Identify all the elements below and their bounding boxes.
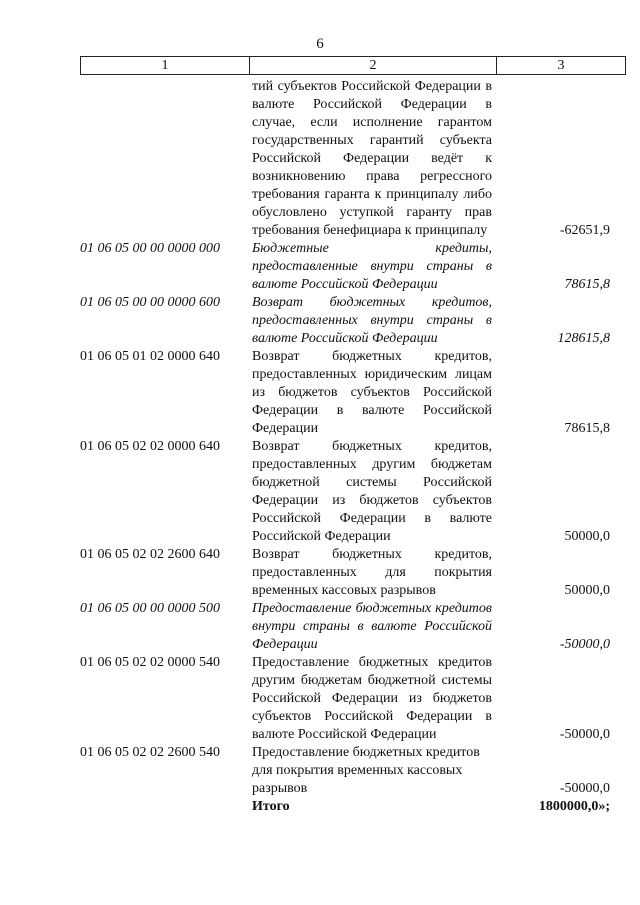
row-code: 01 06 05 02 02 2600 540 [80,745,220,760]
table-row [80,78,626,240]
row-code: 01 06 05 00 00 0000 500 [80,601,220,616]
column-header-2: 2 [249,56,497,75]
total-row [80,798,626,816]
row-description: тий субъектов Российской Федерации в валюте Российской Федерации в случае, если исполнение гарантом государственных гарантий субъекта Российской Федерации ведёт к возникновению права регрессного требования гаранта к принципалу либо обусловлено уступкой гаранту прав требования бенефициара к принципалу [252,79,492,238]
row-amount: -50000,0 [559,637,610,652]
row-description: Возврат бюджетных кредитов, предоставленных другим бюджетам бюджетной системы Российской Федерации из бюджетов субъектов Российской Федерации в валюте Российской Федерации [252,439,492,544]
row-description: Предоставление бюджетных кредитов внутри страны в валюте Российской Федерации [252,601,492,652]
row-description: Возврат бюджетных кредитов, предоставленных юридическим лицам из бюджетов субъектов Российской Федерации в валюте Российской Федерации [252,349,492,436]
row-code: 01 06 05 00 00 0000 000 [80,241,220,256]
column-header-1: 1 [80,56,250,75]
row-amount: -62651,9 [559,223,610,238]
row-description: Возврат бюджетных кредитов, предоставленных для покрытия временных кассовых разрывов [252,547,492,598]
row-description: Возврат бюджетных кредитов, предоставленных внутри страны в валюте Российской Федерации [252,295,492,346]
column-header-3: 3 [496,56,626,75]
row-amount: 128615,8 [557,331,610,346]
row-amount: 78615,8 [564,277,610,292]
table-row [80,654,626,744]
row-description: Бюджетные кредиты, предоставленные внутри страны в валюте Российской Федерации [252,241,492,292]
table-row [80,600,626,654]
row-amount: -50000,0 [559,781,610,796]
row-code: 01 06 05 02 02 0000 540 [80,655,220,670]
row-amount: 50000,0 [564,583,610,598]
row-code: 01 06 05 00 00 0000 600 [80,295,220,310]
table-row [80,744,626,798]
table-row [80,438,626,546]
table-row [80,546,626,600]
row-code: 01 06 05 02 02 2600 640 [80,547,220,562]
row-amount: 50000,0 [564,529,610,544]
row-amount: -50000,0 [559,727,610,742]
row-description: Предоставление бюджетных кредитов другим бюджетам бюджетной системы Российской Федерации из бюджетов субъектов Российской Федерации в валюте Российской Федерации [252,655,492,742]
row-code: 01 06 05 01 02 0000 640 [80,349,220,364]
table-row [80,240,626,294]
row-code: 01 06 05 02 02 0000 640 [80,439,220,454]
total-label: Итого [252,799,290,814]
page-number: 6 [316,36,324,52]
column-header-row [80,56,626,75]
row-amount: 78615,8 [564,421,610,436]
table-row [80,294,626,348]
row-description: Предоставление бюджетных кредитов для покрытия временных кассовых разрывов [252,745,480,796]
table-row [80,348,626,438]
budget-table [80,78,626,816]
total-amount: 1800000,0»; [538,799,610,814]
